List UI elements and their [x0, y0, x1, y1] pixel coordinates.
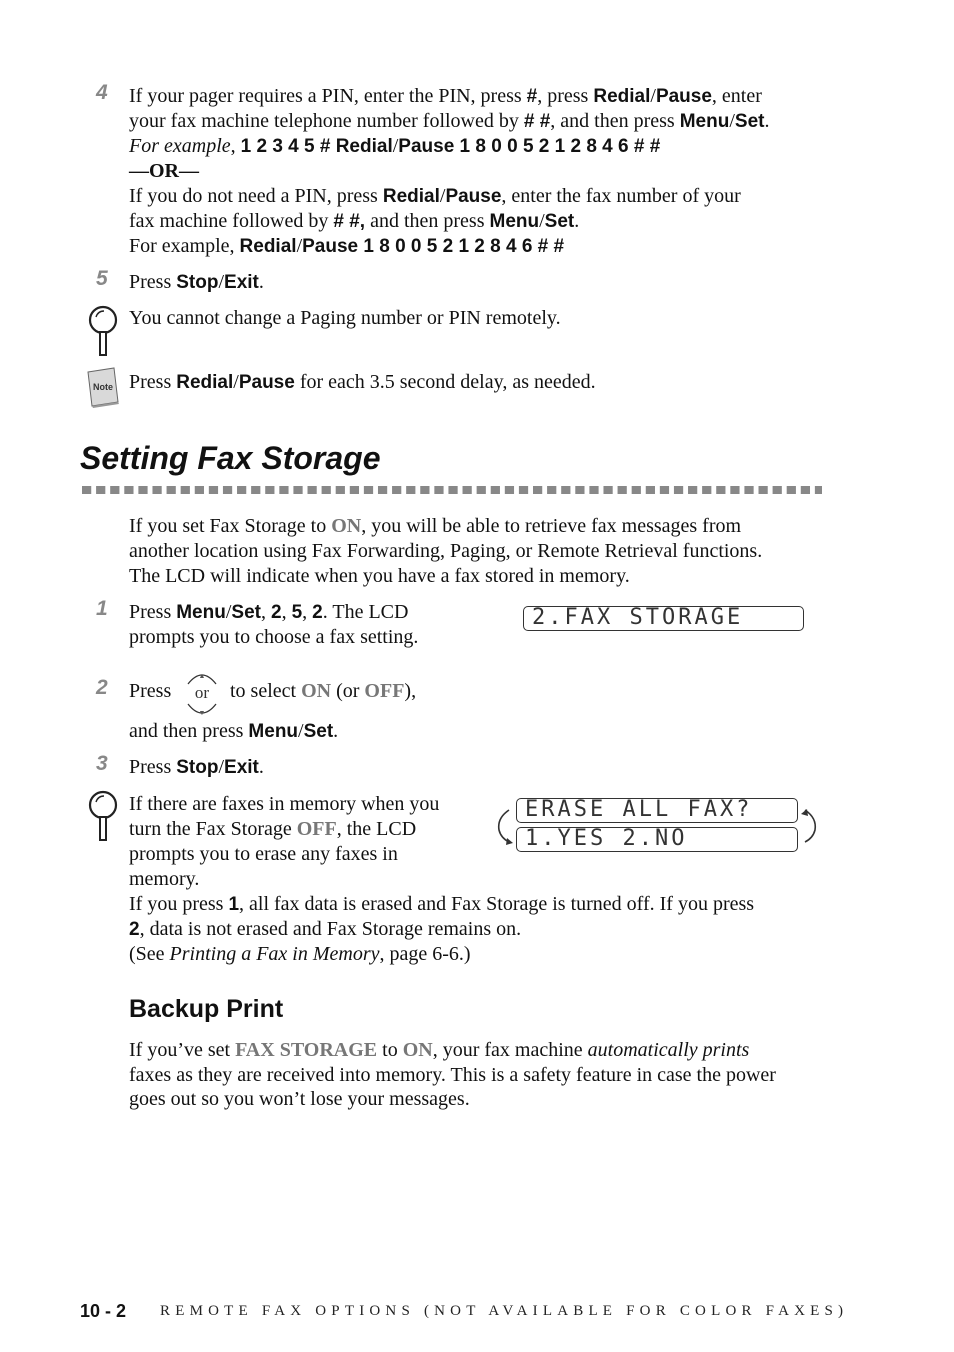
scroll-arrow-left-icon — [495, 808, 517, 846]
tip-text: You cannot change a Paging number or PIN remotely. — [129, 307, 561, 329]
note-label: Note — [93, 382, 113, 392]
backup-line1: If you’ve set FAX STORAGE to ON, your fax machine automatically prints — [129, 1039, 750, 1061]
step4-example2: For example, Redial/Pause 1 8 0 0 5 2 1 2 8 4 6 # # — [129, 235, 565, 257]
title-rule — [82, 486, 822, 494]
fs-step1-line1: Press Menu/Set, 2, 5, 2. The LCD — [129, 601, 409, 623]
tip-pin-icon — [87, 305, 119, 357]
step-number: 1 — [96, 597, 108, 620]
tip2-line6: 2, data is not erased and Fax Storage remains on. — [129, 918, 522, 940]
note-icon — [84, 366, 122, 408]
step4-line1: If your pager requires a PIN, enter the PIN, press #, press Redial/Pause, enter — [129, 85, 762, 107]
note-text: Press Redial/Pause for each 3.5 second delay, as needed. — [129, 371, 596, 393]
fs-step3-text: Press Stop/Exit. — [129, 756, 264, 778]
or-separator: —OR— — [129, 160, 199, 182]
backup-line3: goes out so you won’t lose your messages. — [129, 1088, 470, 1110]
step5-text: Press Stop/Exit. — [129, 271, 264, 293]
tip2-line3: prompts you to erase any faxes in — [129, 843, 398, 865]
step-number: 3 — [96, 752, 108, 775]
fs-step1-line2: prompts you to choose a fax setting. — [129, 626, 419, 648]
intro-line3: The LCD will indicate when you have a fax stored in memory. — [129, 565, 630, 587]
step-number: 5 — [96, 267, 108, 290]
step-number: 2 — [96, 676, 108, 699]
tip2-line5: If you press 1, all fax data is erased and Fax Storage is turned off. If you press — [129, 893, 755, 915]
lcd-display-line2: 1.YES 2.NO — [516, 827, 798, 852]
navigation-keys-icon — [184, 668, 220, 720]
fs-step2-line1: to select ON (or OFF), — [230, 680, 417, 702]
step4-line6: fax machine followed by # #, and then press Menu/Set. — [129, 210, 580, 232]
subsection-title: Backup Print — [129, 995, 284, 1023]
tip2-line7: (See Printing a Fax in Memory, page 6-6.) — [129, 943, 471, 965]
fs-step2-line2: and then press Menu/Set. — [129, 720, 339, 742]
step4-line2: your fax machine telephone number followed by # #, and then press Menu/Set. — [129, 110, 770, 132]
tip2-line4: memory. — [129, 868, 200, 890]
step-number: 4 — [96, 81, 108, 104]
scroll-arrow-right-icon — [797, 808, 819, 846]
step4-example1: For example, 1 2 3 4 5 # Redial/Pause 1 8 0 0 5 2 1 2 8 4 6 # # — [129, 135, 661, 157]
section-title: Setting Fax Storage — [80, 440, 381, 476]
backup-line2: faxes as they are received into memory. This is a safety feature in case the power — [129, 1064, 776, 1086]
chapter-title: REMOTE FAX OPTIONS (NOT AVAILABLE FOR COLOR FAXES) — [160, 1303, 849, 1319]
tip2-line1: If there are faxes in memory when you — [129, 793, 440, 815]
lcd-display: 2.FAX STORAGE — [523, 606, 804, 631]
tip2-line2: turn the Fax Storage OFF, the LCD — [129, 818, 417, 840]
fs-step2-press: Press — [129, 680, 172, 702]
intro-line1: If you set Fax Storage to ON, you will be able to retrieve fax messages from — [129, 515, 742, 537]
lcd-display-line1: ERASE ALL FAX? — [516, 798, 798, 823]
step4-line5: If you do not need a PIN, press Redial/Pause, enter the fax number of your — [129, 185, 741, 207]
or-label: or — [194, 683, 210, 702]
page-number: 10 - 2 — [80, 1301, 127, 1321]
intro-line2: another location using Fax Forwarding, Paging, or Remote Retrieval functions. — [129, 540, 763, 562]
svg-text:▼: ▼ — [198, 709, 206, 717]
tip-pin-icon — [87, 790, 119, 842]
svg-text:▲: ▲ — [198, 672, 206, 680]
